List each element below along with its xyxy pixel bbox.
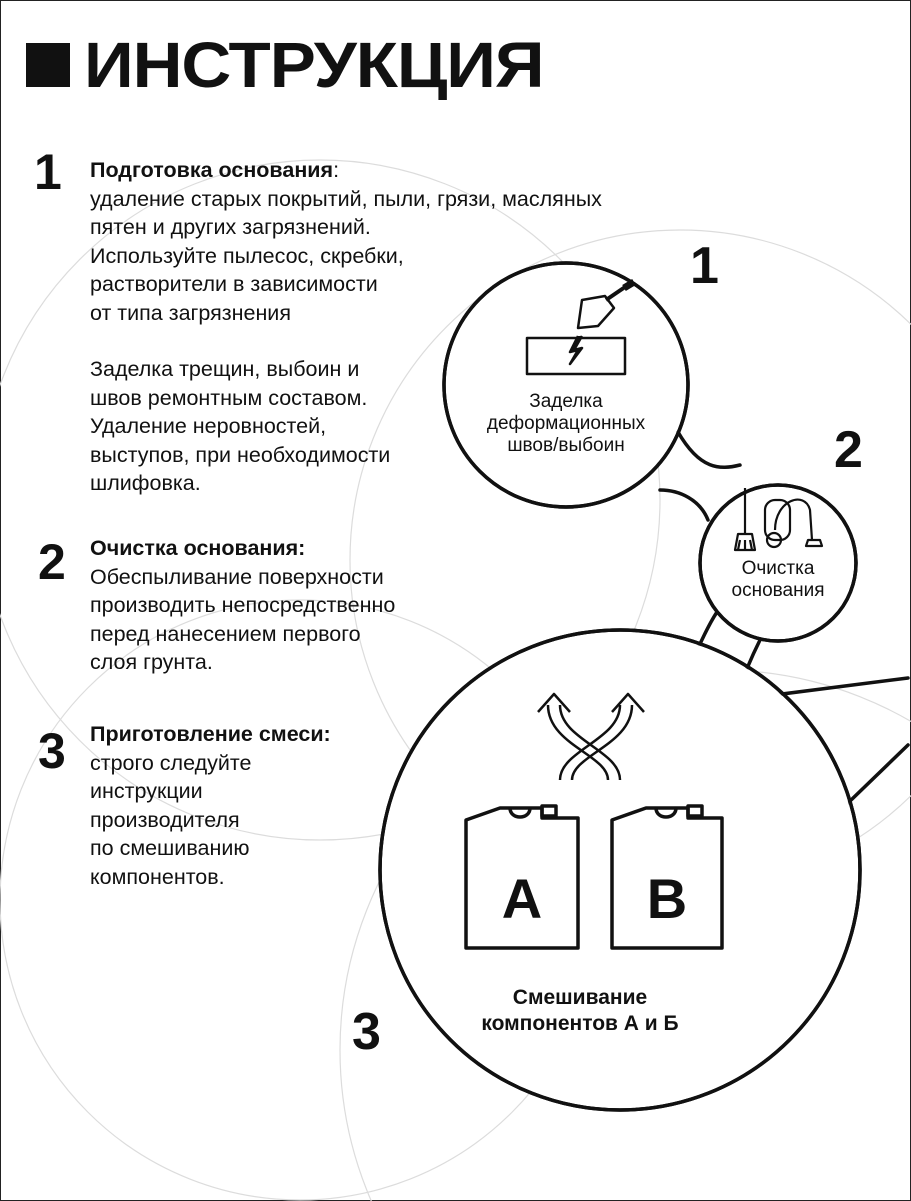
diagram-number-2: 2 [834, 421, 863, 479]
canister-b-letter: B [646, 867, 688, 930]
step-3-text: строго следуйте инструкции производителя по смешиванию компонентов. [90, 750, 252, 889]
step-3-number: 3 [38, 723, 66, 779]
step-1-number: 1 [34, 144, 62, 200]
circle-1-label: Заделка деформационных швов/выбоин [486, 391, 646, 456]
circle-3-label: Смешивание компонентов А и Б [481, 986, 679, 1035]
step-1-heading-colon: : [333, 158, 340, 182]
page-title: ИНСТРУКЦИЯ [84, 29, 544, 101]
circle-2-label: Очистка основания [731, 558, 825, 601]
step-1-heading: Подготовка основания [90, 158, 334, 182]
step-2-heading: Очистка основания: [90, 536, 306, 560]
canister-a-letter: A [501, 867, 543, 930]
diagram-number-3: 3 [352, 1003, 381, 1061]
diagram-number-1: 1 [690, 237, 719, 295]
step-1-text: удаление старых покрытий, пыли, грязи, масляных пятен и других загрязнений. Используйте пылесос, скребки, растворители в зависимости от типа загрязнения [90, 186, 602, 325]
step-1-text-repair: Заделка трещин, выбоин и швов ремонтным составом. Удаление неровностей, выступов, при необходимости шлифовка. [90, 357, 391, 495]
step-3-heading: Приготовление смеси: [90, 722, 331, 746]
step-2-text: Обеспыливание поверхности производить непосредственно перед нанесением первого слоя грунта. [90, 564, 396, 674]
step-2-number: 2 [38, 534, 66, 590]
